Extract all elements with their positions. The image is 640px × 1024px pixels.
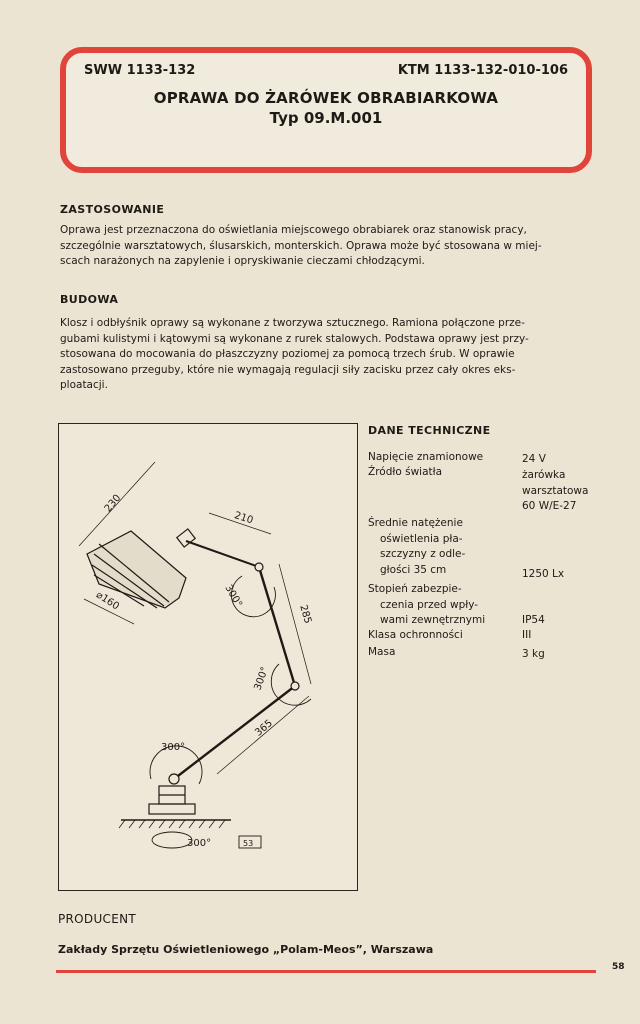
dim-line-285 bbox=[279, 564, 314, 684]
drawing-svg bbox=[59, 424, 357, 890]
specs-title: DANE TECHNICZNE bbox=[368, 424, 491, 437]
angle-label-base: 300° bbox=[187, 838, 212, 849]
product-title: OPRAWA DO ŻARÓWEK OBRABIARKOWA bbox=[153, 89, 499, 107]
lower-arm bbox=[174, 686, 295, 779]
spec-label: Stopień zabezpie- czenia przed wpły- wami zewnętrznymi bbox=[368, 583, 486, 626]
spec-value: 24 V bbox=[522, 453, 546, 465]
budowa-text bbox=[60, 316, 597, 394]
zastosowanie-heading: ZASTOSOWANIE bbox=[60, 203, 165, 216]
ktm-code: KTM 1133-132-010-106 bbox=[397, 63, 568, 78]
angle-label-mid: 300° bbox=[252, 665, 272, 692]
producer-name: Zakłady Sprzętu Oświetleniowego „Polam-Meos”, Warszawa bbox=[58, 943, 434, 956]
dim-label-160: ⌀160 bbox=[93, 589, 121, 613]
dim-label-230: 230 bbox=[102, 492, 124, 515]
text-line: stosowana do mocowania do płaszczyzny poziomej za pomocą trzech śrub. W oprawie bbox=[60, 348, 515, 360]
dim-label-365: 365 bbox=[253, 717, 275, 739]
spec-label: Źródło światła bbox=[368, 466, 443, 478]
spec-value: żarówka warsztatowa 60 W/E-27 bbox=[522, 469, 589, 512]
sww-code: SWW 1133-132 bbox=[84, 63, 196, 78]
surface-hatching bbox=[119, 820, 225, 828]
spec-label: Średnie natężenie oświetlenia pła- szczyzny z odle- głości 35 cm bbox=[368, 517, 466, 576]
spec-label: Klasa ochronności bbox=[368, 629, 463, 641]
joint-base bbox=[169, 774, 179, 784]
spec-label: Napięcie znamionowe bbox=[368, 451, 484, 463]
text-line: zastosowano przeguby, które nie wymagają regulacji siły zacisku przez cały okres eks- bbox=[60, 363, 516, 376]
spec-value: 1250 Lx bbox=[522, 568, 565, 580]
rotation-arc-base bbox=[152, 832, 192, 848]
dim-label-285: 285 bbox=[297, 603, 314, 626]
spec-value: IP54 bbox=[522, 614, 545, 626]
angle-label-top: 300° bbox=[222, 583, 244, 610]
text-line: Klosz i odbłyśnik oprawy są wykonane z tworzywa sztucznego. Ramiona połączone prze- bbox=[60, 317, 525, 329]
spec-value: 3 kg bbox=[522, 648, 545, 660]
joint-middle bbox=[291, 682, 299, 690]
zastosowanie-text bbox=[60, 223, 597, 270]
product-type: Typ 09.M.001 bbox=[269, 109, 383, 127]
text-line: szczególnie warsztatowych, ślusarskich, monterskich. Oprawa może być stosowana w miej- bbox=[60, 239, 542, 252]
spec-value: III bbox=[522, 629, 532, 641]
figure-number: 53 bbox=[243, 839, 254, 848]
spec-label: Masa bbox=[368, 646, 396, 658]
text-line: gubami kulistymi i kątowymi są wykonane z rurek stalowych. Podstawa oprawy jest przy- bbox=[60, 332, 529, 345]
title-frame bbox=[60, 47, 592, 173]
page-number: 58 bbox=[612, 962, 625, 972]
footer-rule bbox=[56, 970, 596, 973]
upper-arm bbox=[186, 541, 259, 567]
angle-label-left: 300° bbox=[161, 742, 186, 753]
budowa-heading: BUDOWA bbox=[60, 293, 119, 306]
dim-label-210: 210 bbox=[232, 510, 255, 527]
joint-top bbox=[255, 563, 263, 571]
text-line: scach narażonych na zapylenie i opryskiwanie cieczami chłodzącymi. bbox=[60, 255, 425, 267]
text-line: ploatacji. bbox=[60, 379, 108, 391]
producer-heading: PRODUCENT bbox=[58, 912, 137, 926]
lamp-technical-drawing bbox=[58, 423, 358, 891]
base-plate bbox=[149, 804, 195, 814]
text-line: Oprawa jest przeznaczona do oświetlania miejscowego obrabiarek oraz stanowisk pracy, bbox=[60, 224, 527, 236]
